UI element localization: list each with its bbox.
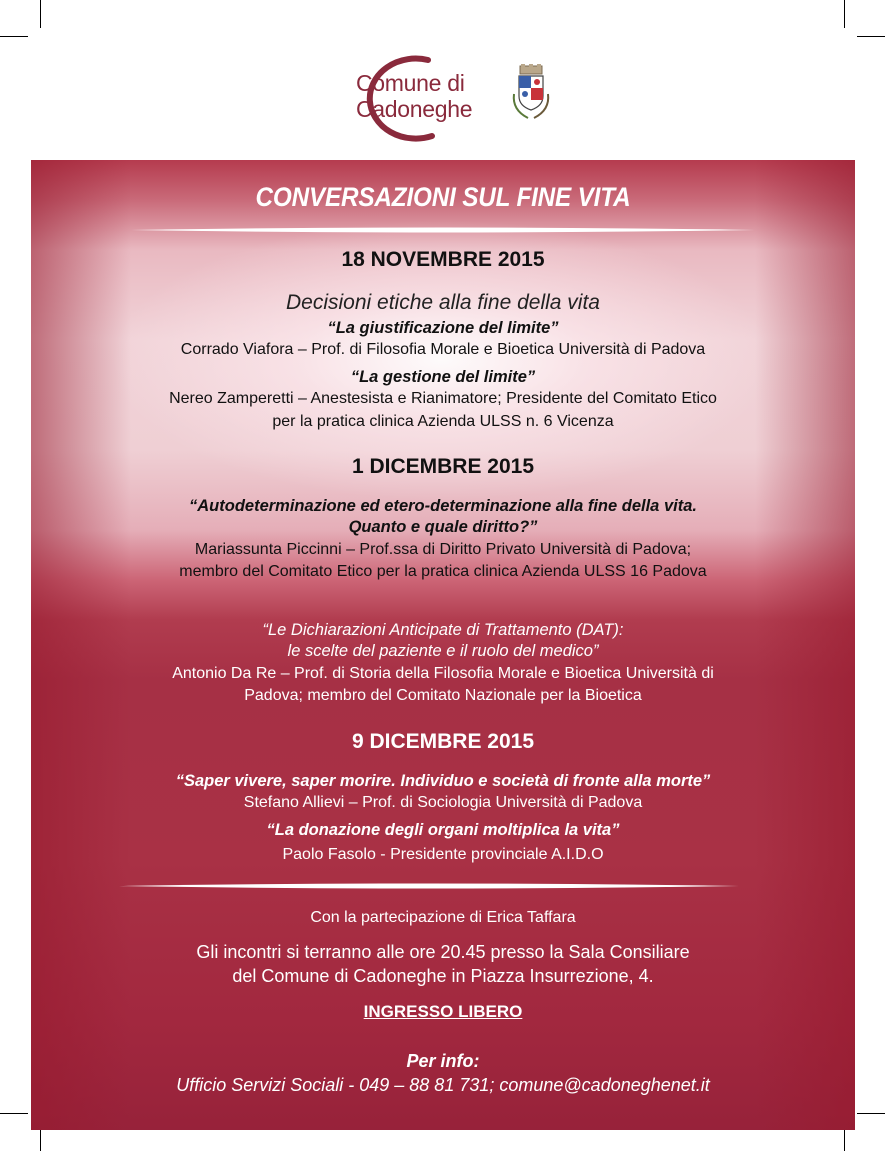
crop-mark — [857, 1113, 885, 1114]
logo-line1: Comune di — [356, 70, 465, 96]
coat-of-arms-icon — [508, 64, 554, 122]
logo-text — [356, 70, 472, 122]
session1-theme: Decisioni etiche alla fine della vita — [285, 291, 600, 314]
session2-talk1-speaker-line1: Mariassunta Piccinni – Prof.ssa di Diritto Privato Università di Padova; — [194, 541, 692, 558]
logo-line2: Cadoneghe — [356, 96, 473, 122]
event-poster — [31, 160, 855, 1130]
participation-note: Con la partecipazione di Erica Taffara — [310, 909, 576, 926]
session1-talk1-speaker: Corrado Viafora – Prof. di Filosofia Morale e Bioetica Università di Padova — [180, 341, 706, 358]
session3-date: 9 DICEMBRE 2015 — [351, 730, 535, 753]
info-contact: Ufficio Servizi Sociali - 049 – 88 81 731; comune@cadoneghenet.it — [176, 1075, 710, 1095]
session2-talk2-speaker-line2: Padova; membro del Comitato Nazionale per la Bioetica — [244, 687, 642, 704]
session2-talk2-title-line1: “Le Dichiarazioni Anticipate di Trattamento (DAT): — [262, 621, 624, 639]
free-entry-notice: INGRESSO LIBERO — [363, 1002, 523, 1021]
session1-talk2-title: “La gestione del limite” — [350, 368, 536, 386]
crop-mark — [857, 36, 885, 37]
session1-talk2-speaker-line1: Nereo Zamperetti – Anestesista e Rianimatore; Presidente del Comitato Etico — [169, 390, 717, 407]
session2-talk1-title-line2: Quanto e quale diritto?” — [348, 518, 538, 536]
municipality-logo — [340, 52, 560, 142]
crop-mark — [0, 36, 28, 37]
crop-mark — [40, 0, 41, 28]
session2-talk2-title-line2: le scelte del paziente e il ruolo del medico” — [287, 642, 599, 660]
session3-talk2-speaker: Paolo Fasolo - Presidente provinciale A.I.D.O — [282, 846, 604, 863]
session2-date: 1 DICEMBRE 2015 — [351, 455, 535, 478]
venue-line2: del Comune di Cadoneghe in Piazza Insurrezione, 4. — [232, 966, 654, 986]
venue-line1: Gli incontri si terranno alle ore 20.45 presso la Sala Consiliare — [196, 942, 690, 962]
session1-talk1-title: “La giustificazione del limite” — [327, 319, 559, 337]
session3-talk1-speaker: Stefano Allievi – Prof. di Sociologia Università di Padova — [243, 794, 643, 811]
crop-mark — [0, 1113, 28, 1114]
session1-date: 18 NOVEMBRE 2015 — [341, 248, 545, 271]
info-label: Per info: — [406, 1051, 480, 1071]
divider-rule — [119, 882, 739, 890]
session3-talk2-title: “La donazione degli organi moltiplica la vita” — [266, 821, 620, 839]
session3-talk1-title: “Saper vivere, saper morire. Individuo e società di fronte alla morte” — [175, 772, 711, 790]
crop-mark — [844, 0, 845, 28]
session2-talk1-title-line1: “Autodeterminazione ed etero-determinazione alla fine della vita. — [189, 497, 697, 515]
divider-rule — [131, 226, 755, 234]
session2-talk2-speaker-line1: Antonio Da Re – Prof. di Storia della Filosofia Morale e Bioetica Università di — [172, 665, 714, 682]
session2-talk1-speaker-line2: membro del Comitato Etico per la pratica clinica Azienda ULSS 16 Padova — [179, 563, 707, 580]
session1-talk2-speaker-line2: per la pratica clinica Azienda ULSS n. 6 Vicenza — [272, 413, 614, 430]
poster-title: CONVERSAZIONI SUL FINE VITA — [255, 182, 631, 212]
